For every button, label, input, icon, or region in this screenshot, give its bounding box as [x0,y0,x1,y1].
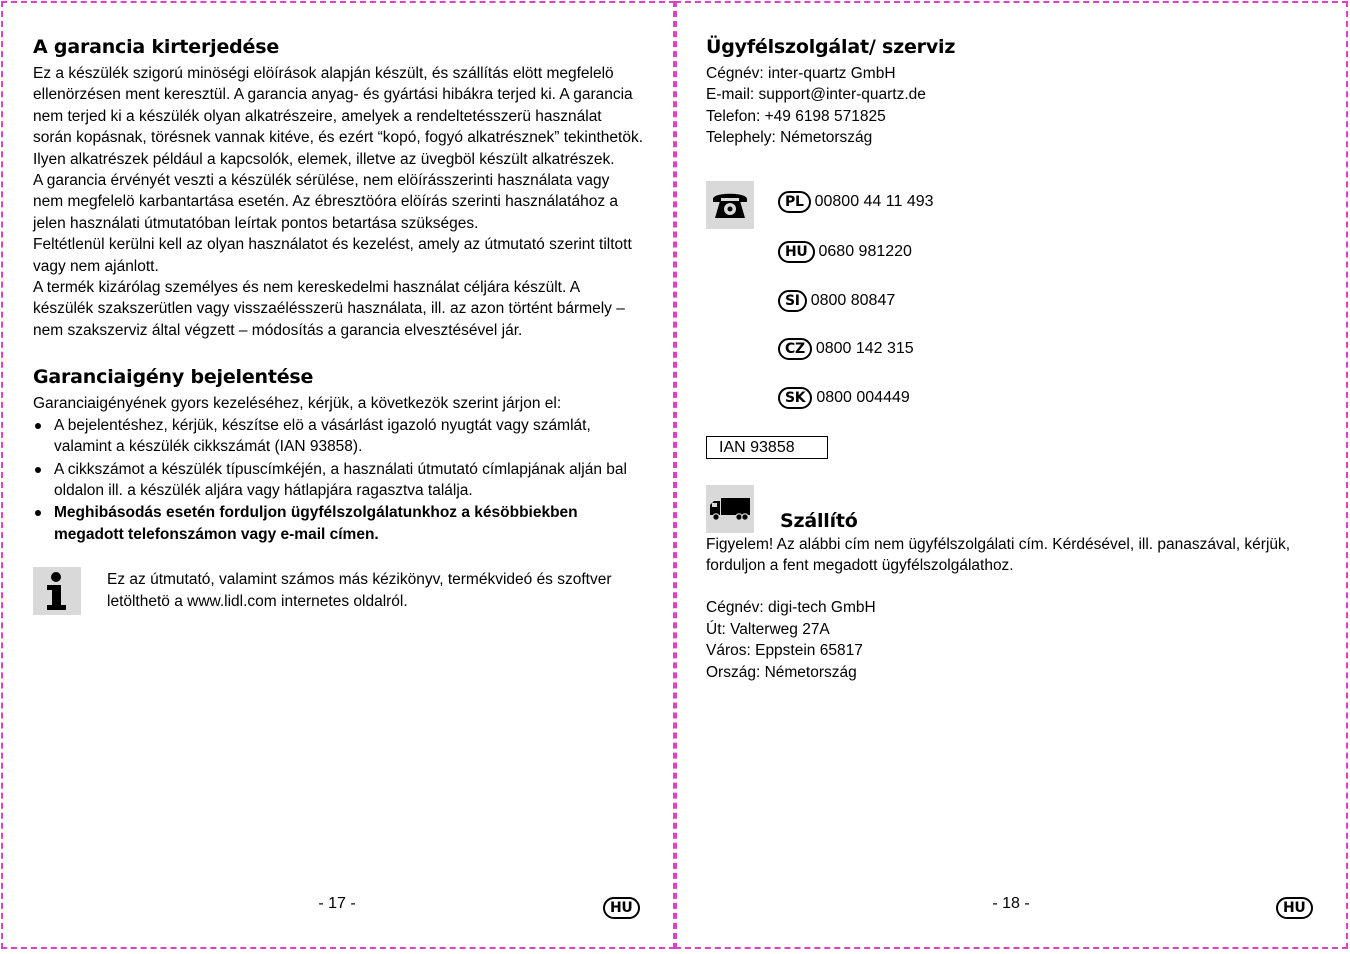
right-page-content [706,33,1314,683]
contact-line: Telefon: +49 6198 571825 [706,107,886,125]
info-note [33,567,643,615]
info-icon [33,567,81,615]
info-note-text: Ez az útmutató, valamint számos más kézikönyv, termékvideó és szoftver letölthetö a www.lidl.com internetes oldalról. [107,571,612,610]
warranty-scope-heading: A garancia kirterjedése [33,36,280,58]
page-number: - 17 - [318,895,356,912]
language-badge: HU [603,897,640,919]
hotline-number: 0680 981220 [818,242,912,260]
hotline-number: 0800 80847 [810,291,896,309]
warranty-paragraph: Ez a készülék szigorú minöségi elöírások alapján készült, és szállítás elött megfelelö ellenörzésen ment keresztül. A garancia anyag- és gyártási hibákra terjed ki. A garancia nem terjed ki a készülék olyan alkatrészeire, amelyek a rendeltetésszerü használat során kopásnak, törésnek vannak kitéve, és ezért “kopó, fogyó alkatrésznek” tekinthetök. Ilyen alkatrészek például a kapcsolók, elemek, illetve az üvegböl készült alkatrészek. [33,65,643,168]
hotline-number: 00800 44 11 493 [814,192,934,210]
shipper-heading: Szállító [780,509,858,532]
hotline-list [706,181,1314,436]
customer-service-heading: Ügyfélszolgálat/ szerviz [706,36,956,58]
contact-line: Telephely: Németország [706,129,873,147]
left-page [1,1,675,949]
hotline-number: 0800 004449 [816,388,910,406]
list-item: A bejelentéshez, kérjük, készítse elö a vásárlást igazoló nyugtát vagy számlát, valamint a készülék cikkszámát (IAN 93858). [33,415,643,458]
country-badge-pl: PL [778,191,811,213]
address-line: Cégnév: digi-tech GmbH [706,599,876,617]
warranty-paragraph: A termék kizárólag személyes és nem kereskedelmi használat céljára készült. A készülék szakszerütlen vagy visszaélésszerü használata, ill. az azon történt bármely – nem szakszerviz által végzett – módosítás a garancia elvesztésével jár. [33,279,625,339]
page-number: - 18 - [992,895,1030,912]
right-page [675,1,1348,949]
telephone-icon [706,181,754,229]
address-line: Ország: Németország [706,663,857,681]
shipper-notice: Figyelem! Az alábbi cím nem ügyfélszolgálati cím. Kérdésével, ill. panaszával, kérjük, forduljon a fent megadott ügyfélszolgálathoz. [706,535,1291,575]
language-badge: HU [1276,897,1313,919]
contact-line: E-mail: support@inter-quartz.de [706,86,926,104]
hotline-hu [778,241,912,263]
ian-number-box: IAN 93858 [706,436,828,459]
list-item: A cikkszámot a készülék típuscímkéjén, a használati útmutató címlapjának alján bal oldalon ill. a készülék aljára vagy hátlapjára ragasztva találja. [33,459,643,502]
warranty-claim-heading: Garanciaigény bejelentése [33,366,314,389]
address-line: Út: Valterweg 27A [706,620,830,638]
warranty-paragraph: Feltétlenül kerülni kell az olyan használatot és kezelést, amely az útmutató szerint tiltott vagy nem ajánlott. [33,236,632,275]
address-line: Város: Eppstein 65817 [706,642,863,660]
country-badge-si: SI [778,290,807,312]
country-badge-cz: CZ [778,338,812,360]
hotline-si [778,290,895,312]
hotline-pl [778,191,934,213]
hotline-sk [778,387,910,409]
contact-line: Cégnév: inter-quartz GmbH [706,65,896,82]
hotline-number: 0800 142 315 [815,339,914,357]
truck-icon [706,485,754,533]
shipper-header [706,485,1314,533]
left-page-content [33,33,643,615]
warranty-paragraph: A garancia érvényét veszti a készülék sérülése, nem elöírásszerinti használata vagy nem megfelelö karbantartása esetén. Az ébresztöóra elöírás szerinti használatához a jelen használati útmutatóban leírtak pontos betartása szükséges. [33,172,619,232]
country-badge-sk: SK [778,387,812,409]
hotline-cz [778,338,914,360]
country-badge-hu: HU [778,241,815,263]
warranty-claim-intro: Garanciaigényének gyors kezeléséhez, kérjük, a következök szerint járjon el: [33,395,562,413]
warranty-claim-list [33,415,643,545]
list-item: Meghibásodás esetén forduljon ügyfélszolgálatunkhoz a késöbbiekben megadott telefonszámon vagy e-mail címen. [33,502,643,545]
